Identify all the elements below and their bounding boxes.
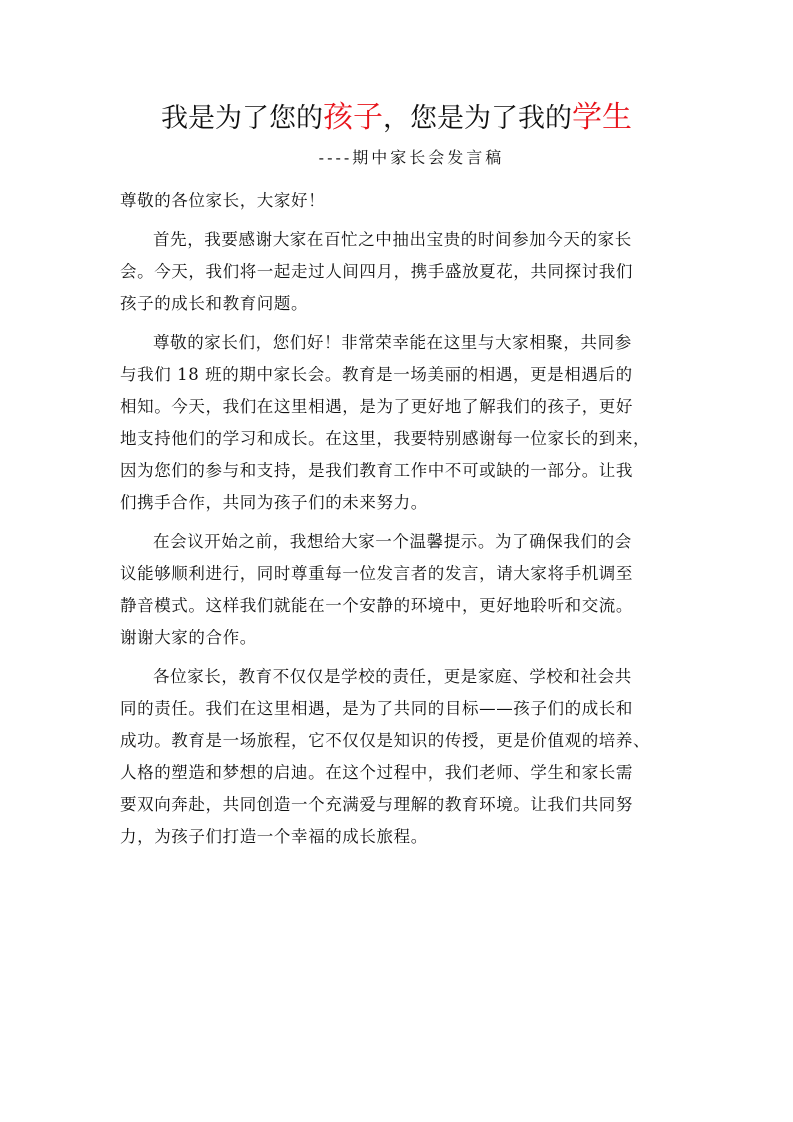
paragraph-line: 地支持他们的学习和成长。在这里，我要特别感谢每一位家长的到来， bbox=[120, 429, 651, 448]
paragraph-1 bbox=[120, 224, 680, 320]
paragraph-line: 人格的塑造和梦想的启迪。在这个过程中，我们老师、学生和家长需 bbox=[120, 763, 633, 782]
greeting-line: 尊敬的各位家长，大家好！ bbox=[120, 191, 326, 210]
paragraph-line: 同的责任。我们在这里相遇，是为了共同的目标——孩子们的成长和 bbox=[120, 699, 633, 718]
paragraph-line: 与我们 18 班的期中家长会。教育是一场美丽的相遇，更是相遇后的 bbox=[120, 365, 633, 384]
title-highlight-children: 孩子 bbox=[323, 100, 383, 135]
paragraph-line: 相知。今天，我们在这里相遇，是为了更好地了解我们的孩子，更好 bbox=[120, 397, 633, 416]
paragraph-3 bbox=[120, 526, 680, 654]
paragraph-line: 各位家长，教育不仅仅是学校的责任，更是家庭、学校和社会共 bbox=[153, 667, 632, 686]
paragraph-line: 议能够顺利进行，同时尊重每一位发言者的发言，请大家将手机调至 bbox=[120, 564, 633, 583]
paragraph-line: 谢谢大家的合作。 bbox=[120, 628, 257, 647]
document-body bbox=[120, 185, 680, 853]
paragraph-line: 在会议开始之前，我想给大家一个温馨提示。为了确保我们的会 bbox=[153, 532, 632, 551]
title-highlight-students: 学生 bbox=[572, 100, 632, 135]
document-subtitle: ----期中家长会发言稿 bbox=[318, 148, 505, 167]
paragraph-line: 要双向奔赴，共同创造一个充满爱与理解的教育环境。让我们共同努 bbox=[120, 795, 633, 814]
paragraph-4 bbox=[120, 661, 680, 853]
paragraph-line: 成功。教育是一场旅程，它不仅仅是知识的传授，更是价值观的培养、 bbox=[120, 731, 651, 750]
title-part-2: ，您是为了我的 bbox=[383, 103, 572, 134]
paragraph-line: 因为您们的参与和支持，是我们教育工作中不可或缺的一部分。让我 bbox=[120, 461, 633, 480]
paragraph-line: 尊敬的家长们，您们好！非常荣幸能在这里与大家相聚，共同参 bbox=[153, 333, 632, 352]
paragraph-line: 们携手合作，共同为孩子们的未来努力。 bbox=[120, 493, 428, 512]
paragraph-line: 孩子的成长和教育问题。 bbox=[120, 294, 309, 313]
paragraph-line: 静音模式。这样我们就能在一个安静的环境中，更好地聆听和交流。 bbox=[120, 596, 633, 615]
document-title bbox=[0, 98, 793, 139]
paragraph-line: 首先，我要感谢大家在百忙之中抽出宝贵的时间参加今天的家长 bbox=[153, 230, 632, 249]
title-part-1: 我是为了您的 bbox=[161, 103, 323, 134]
paragraph-line: 会。今天，我们将一起走过人间四月，携手盛放夏花，共同探讨我们 bbox=[120, 262, 633, 281]
paragraph-2 bbox=[120, 327, 680, 519]
paragraph-line: 力，为孩子们打造一个幸福的成长旅程。 bbox=[120, 827, 428, 846]
